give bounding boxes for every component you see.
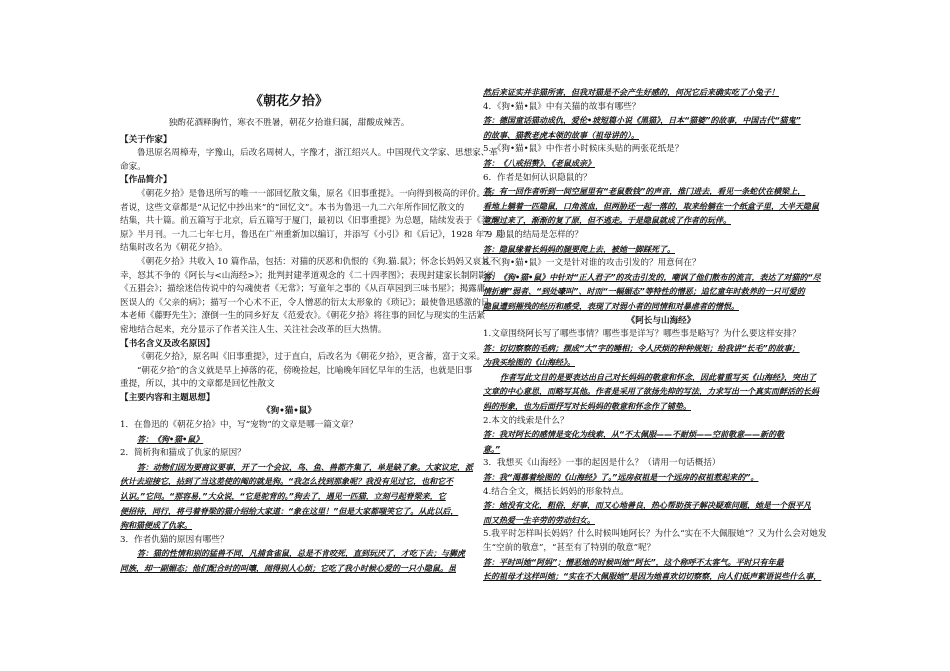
paragraph-line: 本老师《藤野先生》；潦倒一生的同乡好友《范爱农》。《朝花夕拾》将往事的回忆与现实的生活紧: [120, 311, 486, 322]
right-top-block: [483, 86, 839, 315]
question: 生“空前的敬意”，“甚至有了特别的敬意”呢？: [483, 543, 656, 553]
question: 7．隐鼠的结局是怎样的？: [483, 229, 583, 240]
about-author-heading: 【关于作家】: [120, 134, 172, 145]
section-title: 《狗•猫•鼠》: [262, 406, 316, 417]
answer: 答：平时叫她“阿妈”；憎恶她的时候叫她“阿长”，这个称呼不太客气。平时只有年最: [483, 557, 784, 567]
answer: 答：猫的性情和别的猛兽不同，凡捕食雀鼠，总是不肯咬死，直到玩厌了，才吃下去；与狮虎: [137, 549, 465, 559]
left-column: [120, 84, 504, 577]
question: 2．简析狗和猫成了仇家的原因？: [120, 448, 246, 459]
answer: 答：有一回作者听到一间空屋里有“老鼠数钱”的声音，推门进去，看见一条蛇伏在横梁上，: [483, 187, 806, 197]
answer: 便招待，同行，将弓着脊梁的猫介绍给大家道：“象在这里！”但是大家都嗤笑它了。从此以后，: [120, 506, 459, 516]
section-title: 《阿长与山海经》: [626, 315, 696, 326]
answer-line: [483, 400, 839, 415]
answer: 答：动物们因为要商议要事，开了一个会议，鸟、鱼、兽都齐集了，单是缺了象。大家议定，派: [137, 462, 473, 472]
answer-line: [483, 556, 839, 571]
question: 1.文章围绕阿长写了哪些事情？哪些事是详写？哪些事是略写？为什么要这样安排？: [483, 329, 801, 340]
paragraph-line: 原》半月刊。一九二七年七月，鲁迅在广州重新加以编订，并添写《小引》和《后记》，1928 年 9 月: [120, 229, 504, 240]
question: 5.我平时怎样叫长妈妈？什么时候叫她阿长？为什么“实在不大佩服她”？又为什么会对她发: [483, 529, 827, 540]
answer-line: [483, 200, 839, 215]
answer: 答：《八戒招赘》、《老鼠成亲》: [483, 158, 595, 168]
question: 6．作者是如何认识隐鼠的？: [483, 172, 592, 183]
answer: 答：切切察察的毛病；摆成“大”字的睡相；令人厌烦的种种规矩；给我讲“长毛”的故事；: [483, 343, 800, 353]
answer: 隐鼠遭到摧残的经历和感受，表现了对弱小者的同情和对暴虐者的憎恨。: [483, 301, 739, 311]
question: 4．《狗•猫•鼠》中有关猫的故事有哪些？: [483, 101, 641, 112]
paragraph-line: 命家。: [120, 161, 146, 172]
answer-line: [483, 385, 839, 400]
right-bottom-block: [483, 328, 839, 585]
answer-line: [483, 570, 839, 585]
paragraph-line: 鲁迅原名周樟寿，字豫山，后改名周树人，字豫才，浙江绍兴人。中国现代文学家、思想家、革: [137, 148, 498, 159]
answer-line: [483, 129, 839, 144]
answer-line: [483, 499, 839, 514]
answer: 妈的形象，也为后面抒写对长妈妈的敬意和怀念作了铺垫。: [483, 402, 691, 412]
answer-line: [483, 114, 839, 129]
question: 1．在鲁迅的《朝花夕拾》中，写“宠物”的文章是哪一篇文章？: [120, 420, 358, 431]
answer: 意。”: [483, 444, 501, 454]
paragraph-line: 结集时改名为《朝花夕拾》。: [120, 243, 228, 254]
answer-line: [483, 443, 839, 458]
answer: 长的祖母才这样叫她；“实在不大佩服她”是因为她喜欢切切察察，向人们低声絮语说些什么事，: [483, 572, 822, 582]
answer: 而又热爱一生辛劳的劳动妇女。: [483, 515, 595, 525]
answer-line: [483, 371, 839, 386]
question: 3．我想买《山海经》一事的起因是什么？（请用一句话概括）: [483, 458, 721, 469]
answer: 答：隐鼠缘着长妈妈的腿要爬上去，被她一脚踩死了。: [483, 244, 675, 254]
question: 2.本文的线索是什么？: [483, 415, 569, 426]
paragraph-line: 重提，所以，其中的文章都是回忆性散文: [120, 379, 275, 390]
paragraph-line: “朝花夕拾”的含义就是早上掉落的花，傍晚捡起，比喻晚年回忆早年的生活，也就是旧事: [137, 365, 473, 376]
answer-line: [483, 300, 839, 315]
title-meaning-heading: 【书名含义及改名原因】: [120, 338, 215, 349]
answer-line: [483, 86, 839, 101]
answer-line: [483, 514, 839, 529]
paragraph-line: 《朝花夕拾》共收入 10 篇作品，包括：对猫的厌恶和仇恨的《狗.猫.鼠》；怀念长妈妈又哀其不: [137, 256, 499, 267]
answer-line: [483, 157, 839, 172]
right-column: [483, 86, 839, 585]
answer: 作者写此文目的是要表达出自己对长妈妈的敬意和怀念，因此着重写买《山海经》，突出了: [500, 372, 816, 382]
paragraph-line: 者说，这些文章都是“从记忆中抄出来”的“回忆文”。本书为鲁迅一九二六年所作回忆散文的: [120, 202, 465, 213]
answer: 答：她没有文化，粗俗，好事，而又心地善良，热心帮助孩子解决疑难问题，她是一个很平凡: [483, 501, 811, 511]
answer: 答：德国童话猫动成仇，爱伦•坡短篇小说《黑猫》，日本“猫婆”的故事，中国古代“猫鬼”: [483, 116, 801, 126]
answer-line: [483, 214, 839, 229]
answer: 竟醒过来了，渐渐的复了原，但不逃走。于是隐鼠就成了作者的玩伴。: [483, 216, 731, 226]
answer-line: [483, 243, 839, 258]
question: 4.结合全文，概括长妈妈的形象特点。: [483, 486, 629, 497]
intro-heading: 【作品简介】: [120, 175, 172, 186]
answer-line: [483, 271, 839, 286]
poem: 独酌花酒释胸竹，寒衣不胜暑，朝花夕拾谁归属，甜酸成辣苦。: [168, 118, 410, 128]
paragraph-line: 医误人的《父亲的病》；描写一个心术不正，令人憎恶的衍太太形象的《琐记》；最使鲁迅感激的日: [120, 297, 490, 308]
answer: 狗和猫便成了仇家。: [120, 521, 192, 531]
answer: 文章的中心意思，而略写其他。作者是采用了欲扬先抑的写法，力求写出一个真实而鲜活的长妈: [483, 387, 819, 397]
document-title: 《朝花夕拾》: [249, 94, 328, 109]
paragraph-line: 《朝花夕拾》，原名叫《旧事重提》，过于直白，后改名为《朝花夕拾》，更含蓄，富于文采。: [137, 352, 486, 363]
question: 8．《狗•猫•鼠》一文是针对谁的攻击引发的？用意何在？: [483, 258, 701, 269]
paragraph-line: 结集，共十篇。前五篇写于北京，后五篇写于厦门，最初以《旧事重提》为总题，陆续发表于《莽: [120, 216, 490, 227]
paragraph-line: 幸，怒其不争的《阿长与<山海经>》；批判封建孝道观念的《二十四孝图》；表现封建家长制阴影的: [120, 270, 496, 281]
answer: 伙计去迎接它，拈到了当这差使的阄的就是狗。“我怎么找到那象呢？我没有见过它，也和它不: [120, 477, 454, 487]
answer-line: [483, 471, 839, 486]
answer-line: [483, 428, 839, 443]
paragraph-line: 《五猖会》；描绘迷信传说中的勾魂使者《无常》；写童年之事的《从百草园到三味书屋》；揭露庸: [120, 284, 486, 295]
paragraph-line: 密地结合起来，充分显示了作者关注人生、关注社会改革的巨大热情。: [120, 324, 387, 335]
question: 5．《狗•猫•鼠》中作者小时候床头贴的两张花纸是？: [483, 144, 684, 155]
question: 3．作者仇猫的原因有哪些？: [120, 534, 229, 545]
paragraph-line: 《朝花夕拾》是鲁迅所写的唯一一部回忆散文集，原名《旧事重提》。一向得到极高的评价。作: [137, 188, 494, 199]
answer: 答：《狗•猫•鼠》中针对“正人君子”的攻击引发的，嘲讽了他们散布的流言，表达了对猫的“尽: [483, 272, 821, 282]
answer: 看地上躺着一匹隐鼠，口角流血，但两胁还一起一落的，取来给躺在一个纸盒子里，大半天隐鼠: [483, 201, 819, 211]
answer: 认识。”它问。“那容易，”大众说，“它是驼背的。”狗去了，遇见一匹猫，立刻弓起脊梁来，它: [120, 492, 446, 502]
answer: 情折磨”弱者、“到处嚎叫”、时而“一幅媚态”等特性的憎恶；追忆童年时救养的一只可爱的: [483, 287, 805, 297]
answer: 答：我对阿长的感情是变化为线索，从“不太佩服——不耐烦——空前敬意——新的敬: [483, 430, 785, 440]
answer-line: [483, 356, 839, 371]
answer-line: [483, 185, 839, 200]
main-content-heading: 【主要内容和主题思想】: [120, 392, 215, 403]
answer-line: [483, 342, 839, 357]
answer: 答：我“渴慕着绘图的《山海经》了。”远房叔祖是一个远房的叔祖惹起来的”。: [483, 473, 759, 483]
answer: 同族，却一副媚态；他们配合时的叫嚷，闹得别人心烦；它吃了我小时候心爱的一只小隐鼠。虽: [120, 564, 456, 573]
answer: 为我买绘图的《山海经》。: [483, 358, 575, 368]
answer: 然后来证实并非猫所害，但我对猫是不会产生好感的，何况它后来确实吃了小兔子！: [483, 88, 779, 97]
answer: 的故事、猫教老虎本领的故事（祖母讲的）。: [483, 130, 639, 140]
answer-line: [483, 285, 839, 300]
answer: 答：《狗•猫•鼠》: [137, 434, 204, 444]
